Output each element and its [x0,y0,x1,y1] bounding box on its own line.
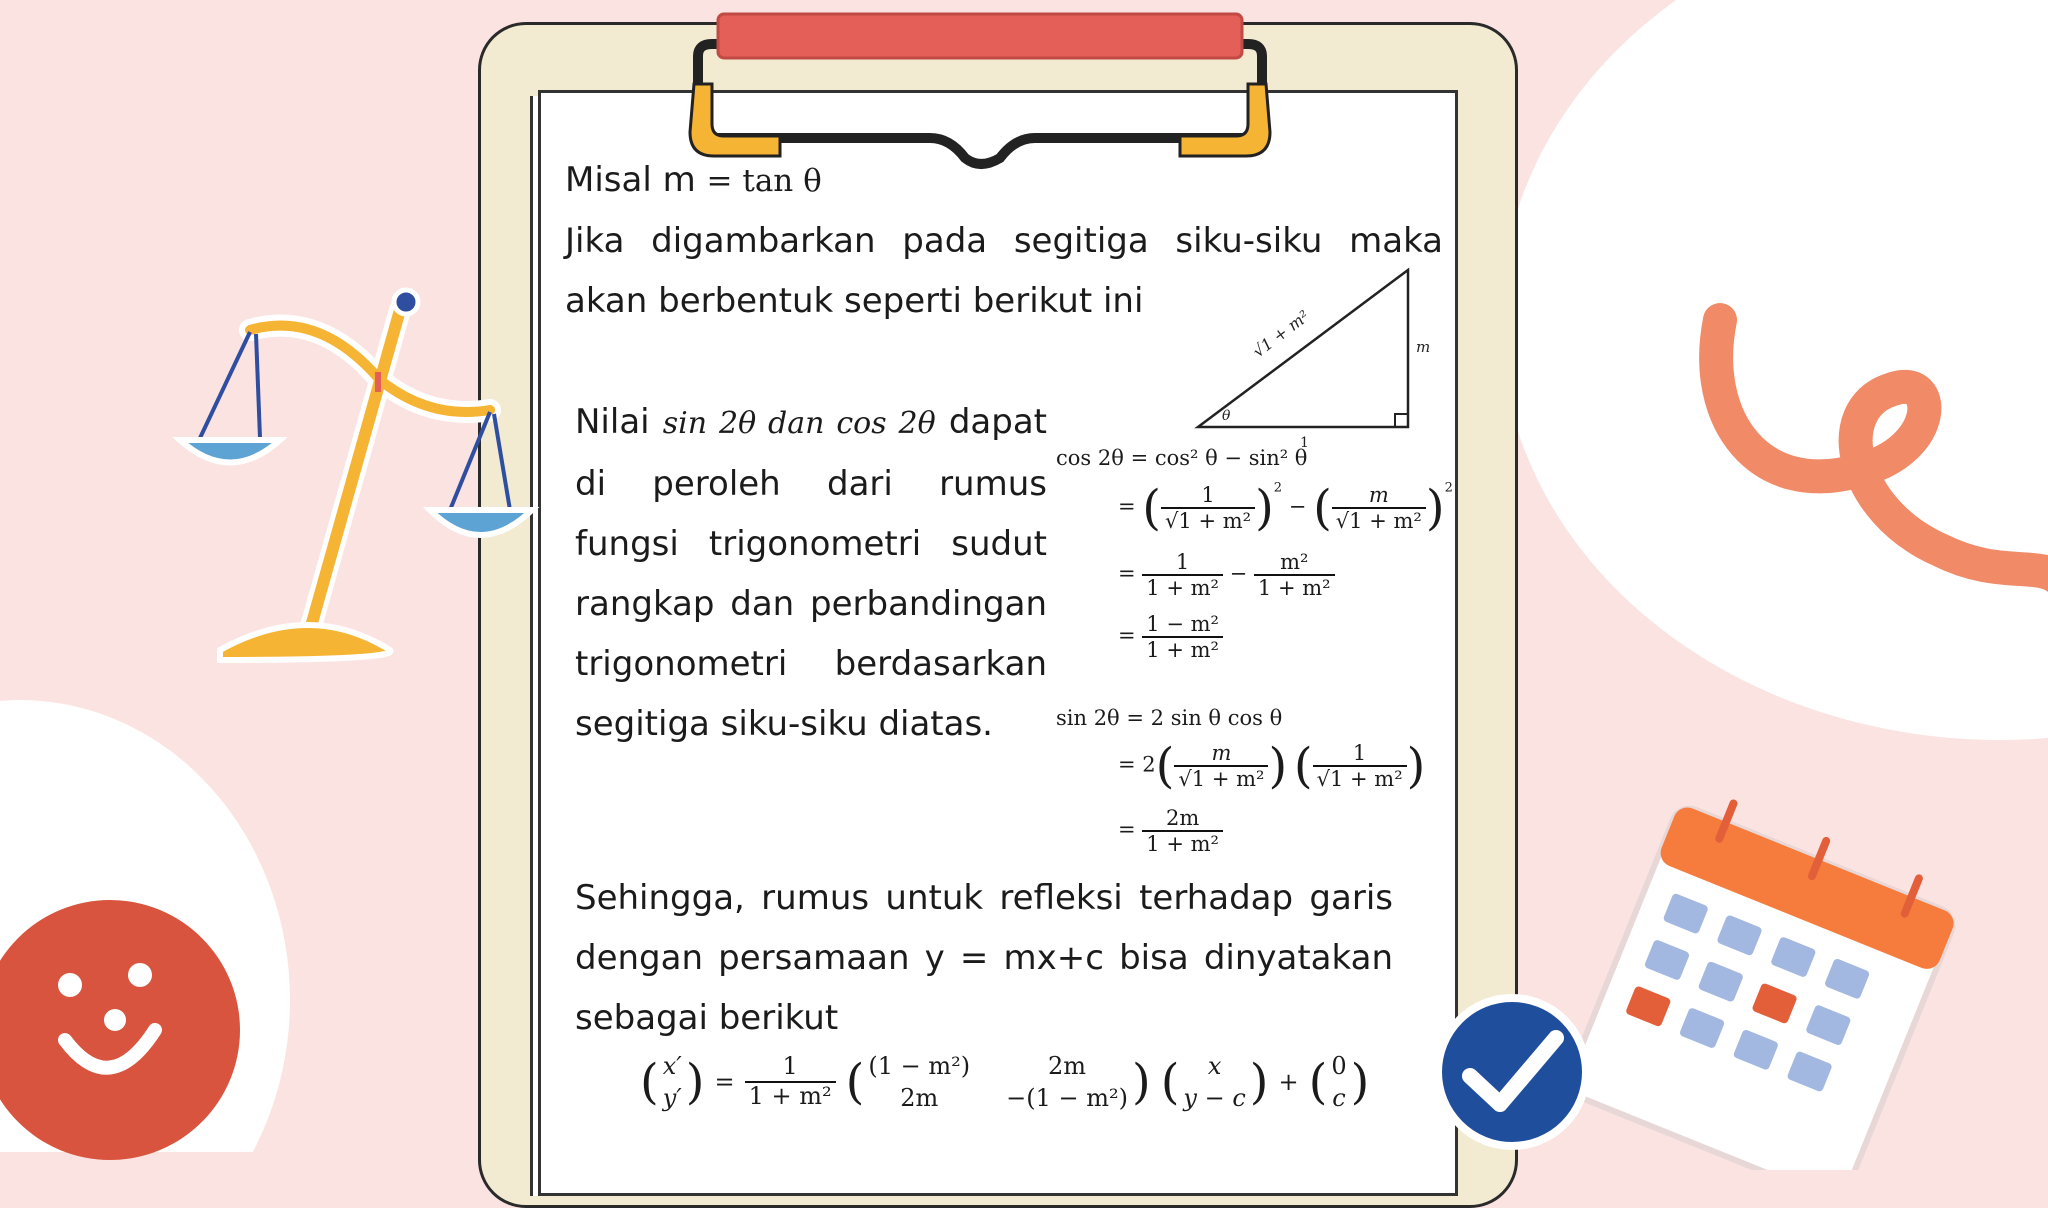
hypotenuse-label: √1 + m² [1248,306,1313,362]
checkmark-icon [1432,992,1592,1152]
horizontal-side-label: 1 [1300,435,1309,451]
scalar-fraction: $\frac{1}{\text{1 + m²}}$ [745,1053,836,1110]
misal-line [565,150,1443,211]
right-triangle-diagram [1180,262,1440,452]
conclusion-text: Sehingga, rumus untuk refleksi terhadap garis dengan persamaan y = mx+c bisa dinyatakan sebagai berikut [575,878,1393,1038]
sin-line-2: = 2( $\frac{m}{\text{√1 + m²}}$ ) ( $\frac{1}{\text{√1 + m²}}$ ) [1118,738,1426,794]
smiley-icon [0,880,260,1160]
cos-line-4: = $\frac{\text{1 − m²}}{\text{1 + m²}}$ [1118,612,1223,662]
cos-line-1: cos 2θ = cos² θ − sin² θ [1056,446,1308,470]
misal-prefix: Misal m [565,160,696,200]
intro-description: Jika digambarkan pada segitiga siku-siku maka akan berbentuk seperti berikut ini [565,221,1443,321]
cos-line-2: = ( $\frac{1}{\text{√1 + m²}}$ )$^2$ − ( $\frac{m}{\text{√1 + m²}}$ )$^2$ [1118,480,1453,536]
calendar-icon [1560,790,1980,1170]
reflection-matrix: ( (1 − m²) 2m 2m −(1 − m²) ) [845,1052,1151,1112]
scale-icon [160,270,540,690]
squiggle-icon [1640,260,2048,680]
reflection-formula: ( x′ y′ ) = $\frac{1}{\text{1 + m²}}$ ( (1 − m²) 2m 2m −(1 − m²) ) ( x y − c ) + ( 0 c ) [640,1052,1370,1112]
constant-vector: ( 0 c ) [1308,1052,1370,1112]
explanation-math: sin 2θ dan cos 2θ [662,406,936,441]
vertical-side-label: m [1416,338,1431,356]
explanation-nilai: Nilai [575,402,650,442]
result-vector: ( x′ y′ ) [640,1052,705,1112]
misal-math: = tan θ [706,163,822,199]
angle-label: θ [1222,408,1231,424]
sin-line-1: sin 2θ = 2 sin θ cos θ [1056,706,1283,730]
explanation-rest: dapat di peroleh dari rumus fungsi trigonometri sudut rangkap dan perbandingan trigonometri berdasarkan segitiga siku-siku diatas. [575,402,1047,744]
explanation-text [575,392,1047,754]
input-vector: ( x y − c ) [1160,1052,1269,1112]
sin-line-3: = $\frac{2m}{\text{1 + m²}}$ [1118,806,1223,856]
cos-line-3: = $\frac{1}{\text{1 + m²}}$ − $\frac{\text{m²}}{\text{1 + m²}}$ [1118,550,1335,600]
